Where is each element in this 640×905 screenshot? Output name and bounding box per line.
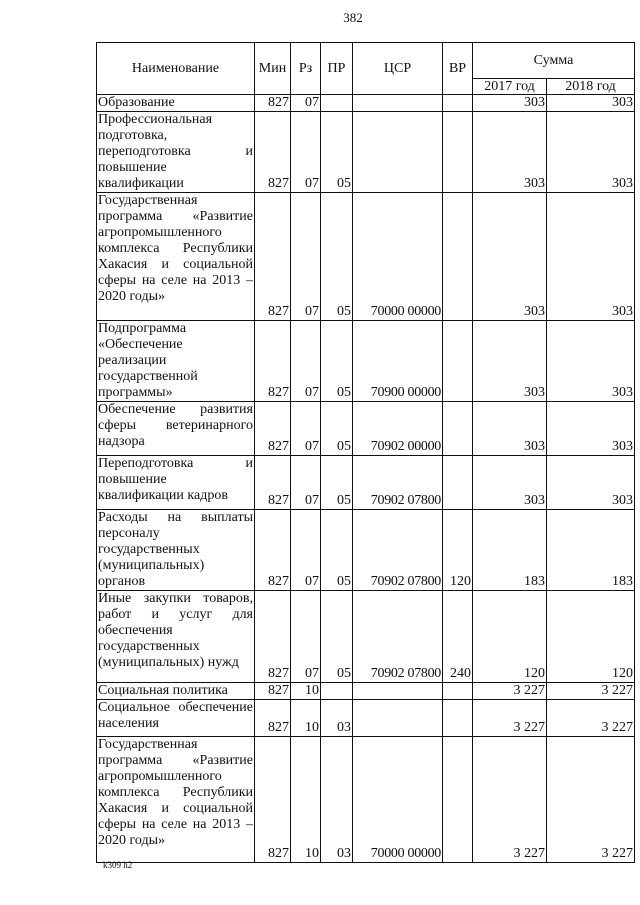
- row-vr: [443, 737, 473, 863]
- row-pr: 03: [321, 700, 353, 737]
- row-min: 827: [255, 402, 291, 456]
- table-row: [97, 456, 635, 510]
- row-vr: [443, 402, 473, 456]
- row-min: 827: [255, 510, 291, 591]
- table-row: [97, 112, 635, 193]
- row-name: Государственная программа «Развитие агропромышленного комплекса Республики Хакасия и социальной сферы на селе на 2013 – 2020 годы»: [97, 737, 255, 863]
- row-vr: [443, 700, 473, 737]
- row-sum-2018: 3 227: [547, 700, 635, 737]
- row-vr: [443, 193, 473, 321]
- row-name: Профессиональная подготовка, переподготовка и повышение квалификации: [98, 112, 253, 191]
- table-row: [97, 95, 635, 112]
- row-csr: [353, 95, 443, 112]
- row-sum-2017: 3 227: [473, 683, 547, 700]
- row-min: 827: [255, 591, 291, 683]
- table-row: [97, 683, 635, 700]
- row-min: 827: [255, 95, 291, 112]
- row-min: 827: [255, 112, 291, 193]
- row-vr: 240: [443, 591, 473, 683]
- row-sum-2017: 303: [473, 456, 547, 510]
- table-row: [97, 321, 635, 402]
- table-row: [97, 193, 635, 321]
- row-rz: 07: [291, 456, 321, 510]
- table-row: [97, 591, 635, 683]
- row-pr: [321, 683, 353, 700]
- row-csr: 70000 00000: [353, 737, 443, 863]
- row-pr: 05: [321, 112, 353, 193]
- header-vr: ВР: [443, 43, 473, 95]
- row-name: Государственная программа «Развитие агропромышленного комплекса Республики Хакасия и социальной сферы на селе на 2013 – 2020 годы»: [97, 193, 255, 321]
- row-sum-2018: 303: [547, 112, 635, 193]
- row-pr: 05: [321, 456, 353, 510]
- row-csr: 70902 00000: [353, 402, 443, 456]
- row-min: 827: [255, 737, 291, 863]
- row-sum-2018: 303: [547, 95, 635, 112]
- header-name: Наименование: [97, 43, 255, 95]
- row-rz: 07: [291, 193, 321, 321]
- row-rz: 07: [291, 591, 321, 683]
- table-row: [97, 510, 635, 591]
- row-min: 827: [255, 193, 291, 321]
- row-sum-2017: 303: [473, 402, 547, 456]
- row-sum-2018: 303: [547, 321, 635, 402]
- header-csr: ЦСР: [353, 43, 443, 95]
- header-rz: Рз: [291, 43, 321, 95]
- row-csr: 70902 07800: [353, 510, 443, 591]
- row-vr: [443, 321, 473, 402]
- row-name: Социальное обеспечение населения: [97, 700, 255, 737]
- row-sum-2017: 183: [473, 510, 547, 591]
- row-name: Расходы на выплаты персоналу государственных (муниципальных) органов: [98, 510, 253, 589]
- row-csr: 70902 07800: [353, 456, 443, 510]
- row-csr: [353, 700, 443, 737]
- row-pr: [321, 95, 353, 112]
- row-vr: [443, 95, 473, 112]
- row-sum-2017: 303: [473, 112, 547, 193]
- header-year-2018: 2018 год: [547, 79, 635, 95]
- row-vr: [443, 112, 473, 193]
- row-name: Переподготовка и повышение квалификации кадров: [97, 456, 255, 510]
- row-name: Иные закупки товаров, работ и услуг для обеспечения государственных (муниципальных) нужд: [97, 591, 255, 683]
- row-pr: 05: [321, 402, 353, 456]
- row-sum-2018: 183: [547, 510, 635, 591]
- row-sum-2018: 3 227: [547, 737, 635, 863]
- row-pr: 05: [321, 321, 353, 402]
- row-rz: 10: [291, 737, 321, 863]
- budget-table: [96, 42, 635, 863]
- row-vr: [443, 683, 473, 700]
- header-pr: ПР: [321, 43, 353, 95]
- row-name: Обеспечение развития сферы ветеринарного надзора: [97, 402, 255, 456]
- header-min: Мин: [255, 43, 291, 95]
- row-csr: [353, 683, 443, 700]
- row-pr: 03: [321, 737, 353, 863]
- header-sum: Сумма: [473, 43, 635, 79]
- row-min: 827: [255, 321, 291, 402]
- row-sum-2017: 303: [473, 95, 547, 112]
- row-min: 827: [255, 456, 291, 510]
- row-sum-2018: 303: [547, 456, 635, 510]
- table-row: [97, 402, 635, 456]
- row-vr: 120: [443, 510, 473, 591]
- row-rz: 07: [291, 321, 321, 402]
- row-csr: [353, 112, 443, 193]
- row-pr: 05: [321, 193, 353, 321]
- row-sum-2017: 3 227: [473, 700, 547, 737]
- page-number: 382: [343, 10, 363, 25]
- row-rz: 07: [291, 510, 321, 591]
- row-min: 827: [255, 700, 291, 737]
- row-csr: 70902 07800: [353, 591, 443, 683]
- row-sum-2017: 3 227: [473, 737, 547, 863]
- row-rz: 10: [291, 700, 321, 737]
- header-year-2017: 2017 год: [473, 79, 547, 95]
- row-rz: 10: [291, 683, 321, 700]
- row-rz: 07: [291, 95, 321, 112]
- row-min: 827: [255, 683, 291, 700]
- row-sum-2017: 303: [473, 193, 547, 321]
- row-pr: 05: [321, 591, 353, 683]
- row-name: Подпрограмма «Обеспечение реализации государственной программы»: [97, 321, 255, 402]
- row-sum-2018: 3 227: [547, 683, 635, 700]
- row-sum-2018: 303: [547, 402, 635, 456]
- row-rz: 07: [291, 112, 321, 193]
- row-name: Социальная политика: [97, 683, 255, 700]
- footer-code: k309 h2: [103, 860, 133, 870]
- table-row: [97, 700, 635, 737]
- row-rz: 07: [291, 402, 321, 456]
- row-pr: 05: [321, 510, 353, 591]
- row-sum-2017: 303: [473, 321, 547, 402]
- row-vr: [443, 456, 473, 510]
- row-csr: 70900 00000: [353, 321, 443, 402]
- table-row: [97, 737, 635, 863]
- row-sum-2017: 120: [473, 591, 547, 683]
- row-sum-2018: 120: [547, 591, 635, 683]
- row-sum-2018: 303: [547, 193, 635, 321]
- row-name: Образование: [97, 95, 255, 112]
- row-csr: 70000 00000: [353, 193, 443, 321]
